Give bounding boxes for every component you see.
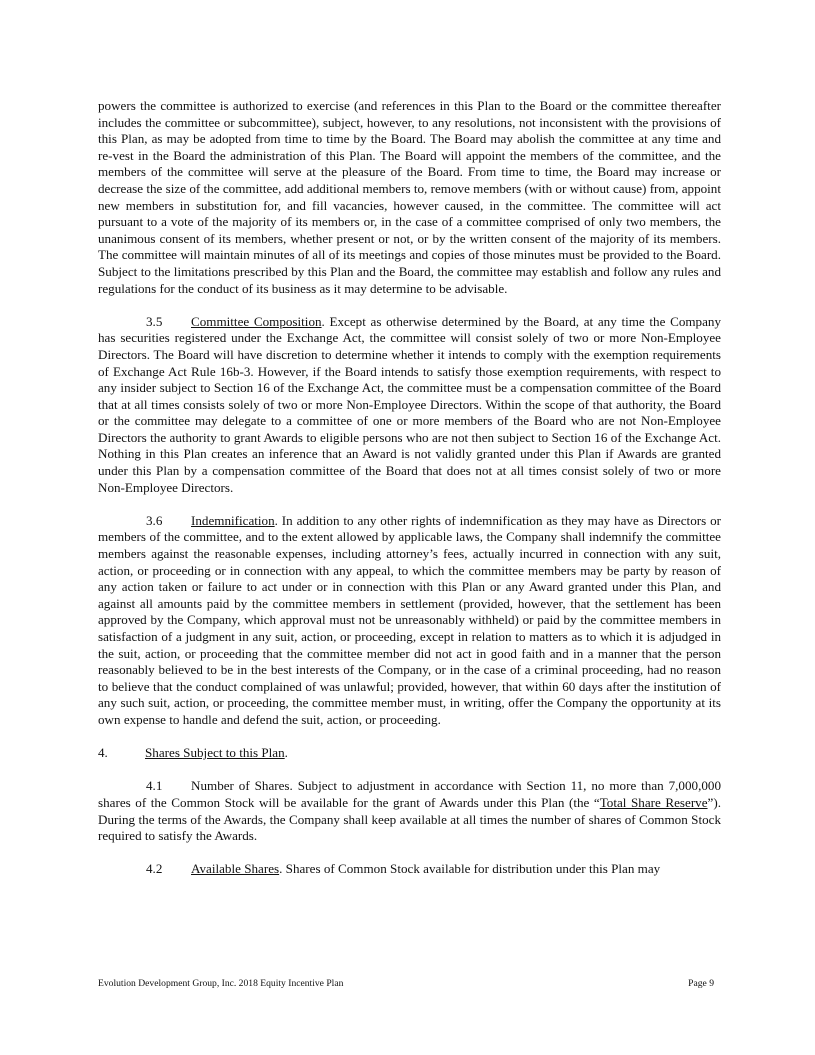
section-4-2 xyxy=(98,861,721,878)
defined-term: Total Share Reserve xyxy=(599,794,708,810)
section-heading: Available Shares xyxy=(191,861,280,877)
section-3-5 xyxy=(98,314,721,497)
section-heading-period: . xyxy=(284,745,288,761)
section-text-b: ”). During the terms of the Awards, the Company shall keep available at all times the number of shares of Common Stock required to satisfy the Awards. xyxy=(98,794,721,844)
section-number: 3.5 xyxy=(146,313,163,329)
footer-page-number: Page 9 xyxy=(688,978,714,989)
page-footer xyxy=(98,978,714,989)
section-heading: Indemnification xyxy=(191,512,275,528)
document-page xyxy=(98,98,721,878)
section-number: 3.6 xyxy=(146,512,163,528)
section-text: . Except as otherwise determined by the Board, at any time the Company has securities registered under the Exchange Act, the committee will consist solely of two or more Non-Employee Directors. The Board will have discretion to determine whether it intends to comply with the exemption requirements of Exchange Act Rule 16b-3. However, if the Board intends to satisfy those exemption requirements, with respect to any insider subject to Section 16 of the Exchange Act, the committee must be a compensation committee of the Board that at all times consists solely of two or more Non-Employee Directors. Within the scope of that authority, the Board or the committee may delegate to a committee of one or more members of the Board who are not Non-Employee Directors the authority to grant Awards to eligible persons who are not then subject to Section 16 of the Exchange Act. Nothing in this Plan creates an inference that an Award is not validly granted under this Plan if Awards are granted under this Plan by a compensation committee of the Board that does not at all times consist solely of two or more Non-Employee Directors. xyxy=(98,313,721,495)
section-heading: Shares Subject to this Plan xyxy=(145,745,285,761)
section-heading: Committee Composition xyxy=(191,313,322,329)
section-text: . In addition to any other rights of indemnification as they may have as Directors or members of the committee, and to the extent allowed by applicable laws, the Company shall indemnify the committee members against the reasonable expenses, including attorney’s fees, actually incurred in connection with any suit, action, or proceeding or in connection with any appeal, to which the committee members may be party by reason of any action taken or failure to act under or in connection with this Plan or any Award granted under this Plan, and against all amounts paid by the committee members in settlement (provided, however, that the settlement has been approved by the Company, which approval must not be unreasonably withheld) or paid by the committee members in satisfaction of a judgment in any suit, action, or proceeding, except in relation to matters as to which it is adjudged in the suit, action, or proceeding that the committee member did not act in good faith and in a manner that the person reasonably believed to be in the best interests of the Company, or in the case of a criminal proceeding, had no reason to believe that the conduct complained of was unlawful; provided, however, that within 60 days after the institution of any such suit, action, or proceeding, the committee member must, in writing, offer the Company the opportunity at its own expense to handle and defend the suit, action, or proceeding. xyxy=(98,512,721,727)
paragraph-committee-powers: powers the committee is authorized to exercise (and references in this Plan to the Board or the committee thereafter includes the committee or subcommittee), subject, however, to any resolutions, not inconsistent with the provisions of this Plan, as may be adopted from time to time by the Board. The Board may abolish the committee at any time and re-vest in the Board the administration of this Plan. The Board will appoint the members of the committee, and the members of the committee will serve at the pleasure of the Board. From time to time, the Board may increase or decrease the size of the committee, add additional members to, remove members (with or without cause) from, appoint new members in substitution for, and fill vacancies, however caused, in the committee. The committee will act pursuant to a vote of the majority of its members or, in the case of a committee comprised of only two members, the unanimous consent of its members, whether present or not, or by the written consent of the majority of its members. The committee will maintain minutes of all of its meetings and copies of those minutes must be provided to the Board. Subject to the limitations prescribed by this Plan and the Board, the committee may establish and follow any rules and regulations for the conduct of its business as it may determine to be advisable. xyxy=(98,98,721,296)
section-text: . Shares of Common Stock available for distribution under this Plan may xyxy=(279,861,661,877)
section-4-1 xyxy=(98,778,721,844)
section-text-a: Number of Shares. Subject to adjustment in accordance with Section 11, no more than 7,000,000 shares of the Common Stock will be available for the grant of Awards under this Plan (the “ xyxy=(98,778,721,810)
section-number: 4.1 xyxy=(146,778,163,794)
footer-document-title: Evolution Development Group, Inc. 2018 Equity Incentive Plan xyxy=(98,978,344,989)
section-number: 4.2 xyxy=(146,861,163,877)
section-4 xyxy=(98,745,721,762)
section-number: 4. xyxy=(98,745,108,761)
section-3-6 xyxy=(98,513,721,729)
